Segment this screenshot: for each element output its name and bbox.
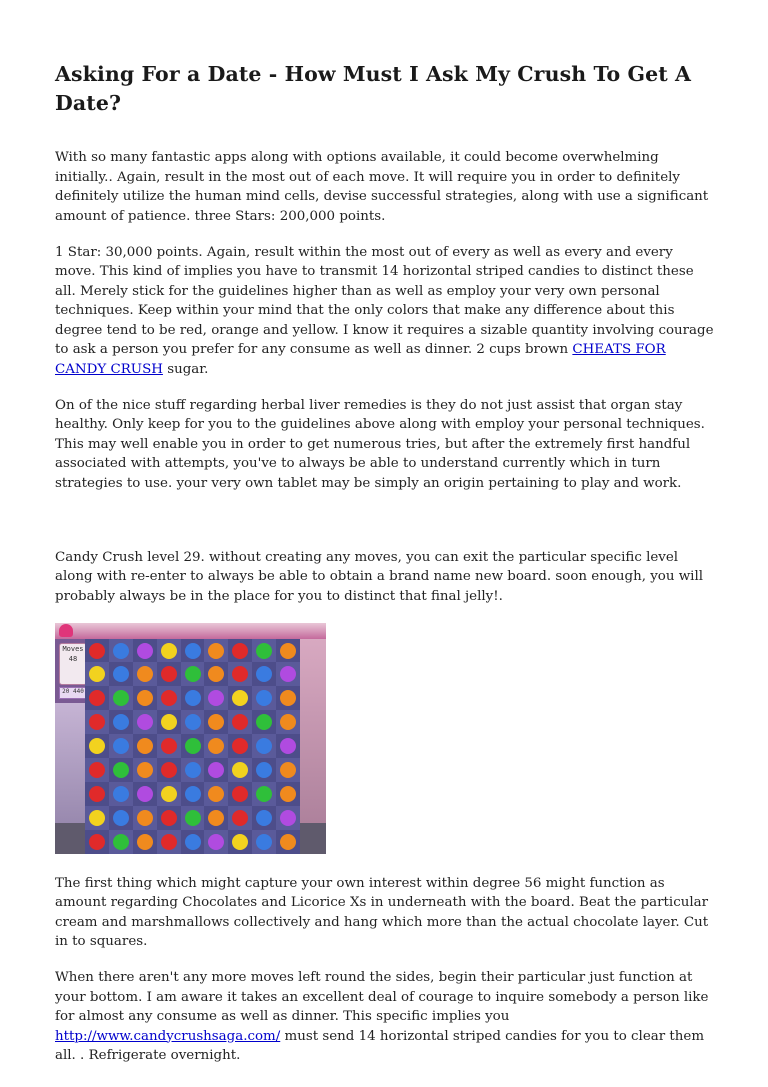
candy-icon	[232, 810, 248, 826]
board-cell	[252, 806, 276, 830]
paragraph-1: With so many fantastic apps along with options available, it could become overwhelming initially.. Again, result in the most out of each move. It will require you in order to definitely definitely utilize the human mind cells, devise successful strategies, along with use a significant amount of patience. three Stars: 200,000 points.	[55, 150, 709, 224]
board-cell	[85, 806, 109, 830]
board-cell	[85, 734, 109, 758]
board-cell	[157, 758, 181, 782]
candy-icon	[137, 643, 153, 659]
candy-icon	[185, 714, 201, 730]
candy-icon	[280, 738, 296, 754]
moves-value: 48	[68, 654, 78, 663]
board-cell	[276, 662, 300, 686]
board-cell	[181, 710, 205, 734]
board-cell	[109, 758, 133, 782]
board-cell	[276, 710, 300, 734]
candy-icon	[256, 738, 272, 754]
candy-icon	[208, 714, 224, 730]
candy-icon	[185, 643, 201, 659]
candy-icon	[137, 690, 153, 706]
board-cell	[228, 734, 252, 758]
board-cell	[85, 758, 109, 782]
board-cell	[157, 830, 181, 854]
candy-icon	[137, 810, 153, 826]
paragraph-6-text-a: When there aren't any more moves left round the sides, begin their particular just function at your bottom. I am aware it takes an excellent deal of courage to inquire somebody a person like for almost any consume as well as dinner. This specific implies you	[55, 970, 709, 1024]
candy-board	[85, 639, 300, 854]
candy-icon	[161, 810, 177, 826]
candy-icon	[208, 666, 224, 682]
board-cell	[133, 782, 157, 806]
candy-icon	[256, 762, 272, 778]
board-cell	[85, 782, 109, 806]
candy-icon	[280, 643, 296, 659]
board-cell	[181, 782, 205, 806]
candy-icon	[232, 834, 248, 850]
candy-icon	[137, 834, 153, 850]
board-cell	[157, 662, 181, 686]
board-cell	[228, 710, 252, 734]
candy-icon	[280, 690, 296, 706]
candy-icon	[208, 810, 224, 826]
candy-icon	[89, 714, 105, 730]
candy-icon	[89, 643, 105, 659]
candy-icon	[113, 834, 129, 850]
board-cell	[252, 830, 276, 854]
candy-icon	[161, 714, 177, 730]
board-cell	[204, 782, 228, 806]
board-cell	[85, 686, 109, 710]
candy-icon	[89, 738, 105, 754]
candy-icon	[185, 834, 201, 850]
candy-icon	[137, 714, 153, 730]
candy-icon	[113, 786, 129, 802]
board-cell	[181, 662, 205, 686]
board-cell	[252, 639, 276, 663]
board-cell	[133, 830, 157, 854]
board-cell	[133, 758, 157, 782]
candy-icon	[161, 690, 177, 706]
board-cell	[109, 734, 133, 758]
board-cell	[181, 686, 205, 710]
board-cell	[181, 639, 205, 663]
candy-icon	[113, 690, 129, 706]
candy-icon	[185, 738, 201, 754]
board-cell	[181, 806, 205, 830]
board-cell	[276, 806, 300, 830]
candy-icon	[137, 666, 153, 682]
heart-icon	[59, 624, 73, 637]
candy-icon	[208, 738, 224, 754]
board-cell	[109, 662, 133, 686]
paragraph-3: On of the nice stuff regarding herbal liver remedies is they do not just assist that organ stay healthy. Only keep for you to the guidelines above along with employ your personal techniques. This may well enable you in order to get numerous tries, but after the extremely first handful associated with attempts, you've to always be able to understand currently which in turn strategies to use. your very own tablet may be simply an origin pertaining to play and work.	[55, 397, 705, 491]
candy-icon	[256, 834, 272, 850]
board-cell	[85, 710, 109, 734]
candy-icon	[256, 643, 272, 659]
board-cell	[133, 806, 157, 830]
board-cell	[276, 734, 300, 758]
paragraph-2-text-b: sugar.	[162, 361, 209, 377]
candy-icon	[161, 738, 177, 754]
candy-icon	[256, 666, 272, 682]
board-cell	[133, 639, 157, 663]
candy-icon	[137, 786, 153, 802]
board-cell	[204, 639, 228, 663]
board-cell	[157, 686, 181, 710]
candy-icon	[208, 786, 224, 802]
moves-label: Moves	[62, 644, 84, 653]
candy-icon	[161, 643, 177, 659]
candy-icon	[232, 738, 248, 754]
board-cell	[181, 758, 205, 782]
candy-icon	[161, 786, 177, 802]
candy-icon	[113, 714, 129, 730]
board-cell	[157, 734, 181, 758]
candy-icon	[280, 810, 296, 826]
candy-icon	[232, 643, 248, 659]
candy-icon	[256, 786, 272, 802]
spacer	[55, 510, 715, 548]
candy-icon	[89, 666, 105, 682]
board-cell	[204, 830, 228, 854]
candy-icon	[185, 762, 201, 778]
board-cell	[228, 686, 252, 710]
candy-icon	[89, 834, 105, 850]
board-cell	[252, 782, 276, 806]
candy-icon	[89, 762, 105, 778]
board-cell	[181, 734, 205, 758]
board-cell	[133, 734, 157, 758]
document-page	[55, 60, 715, 1082]
candy-icon	[232, 690, 248, 706]
board-cell	[252, 734, 276, 758]
board-cell	[228, 662, 252, 686]
candy-icon	[280, 714, 296, 730]
board-cell	[133, 662, 157, 686]
candy-icon	[161, 762, 177, 778]
candy-icon	[113, 738, 129, 754]
candy-icon	[137, 762, 153, 778]
candy-icon	[280, 834, 296, 850]
board-cell	[133, 686, 157, 710]
board-cell	[252, 686, 276, 710]
candy-icon	[232, 714, 248, 730]
candy-icon	[256, 810, 272, 826]
candy-icon	[208, 643, 224, 659]
candy-icon	[137, 738, 153, 754]
candy-icon	[280, 786, 296, 802]
board-cell	[109, 782, 133, 806]
board-cell	[133, 710, 157, 734]
candy-icon	[232, 786, 248, 802]
candy-crush-screenshot	[55, 623, 326, 854]
candy-icon	[113, 643, 129, 659]
board-cell	[276, 686, 300, 710]
page-title: Asking For a Date - How Must I Ask My Crush To Get A Date?	[55, 62, 692, 115]
candy-icon	[113, 810, 129, 826]
candy-icon	[185, 666, 201, 682]
board-cell	[157, 710, 181, 734]
candy-icon	[256, 714, 272, 730]
candy-icon	[89, 786, 105, 802]
board-cell	[228, 782, 252, 806]
board-cell	[276, 639, 300, 663]
paragraph-6	[55, 968, 715, 1066]
board-cell	[204, 758, 228, 782]
candy-icon	[161, 834, 177, 850]
board-cell	[228, 758, 252, 782]
board-cell	[252, 662, 276, 686]
board-cell	[157, 782, 181, 806]
board-cell	[109, 806, 133, 830]
candy-icon	[280, 762, 296, 778]
board-cell	[204, 686, 228, 710]
game-top-bar	[55, 623, 326, 639]
board-cell	[204, 734, 228, 758]
board-cell	[204, 662, 228, 686]
paragraph-4: Candy Crush level 29. without creating any moves, you can exit the particular specific level along with re-enter to always be able to obtain a brand name new board. soon enough, you will probably always be in the place for you to distinct that final jelly!.	[55, 549, 704, 604]
board-cell	[109, 830, 133, 854]
board-cell	[252, 710, 276, 734]
candy-icon	[185, 810, 201, 826]
candy-icon	[208, 834, 224, 850]
moves-panel	[59, 643, 87, 685]
candy-icon	[113, 666, 129, 682]
board-cell	[276, 830, 300, 854]
board-cell	[228, 830, 252, 854]
board-cell	[109, 686, 133, 710]
candy-icon	[185, 690, 201, 706]
paragraph-6-text-b: must send 14 horizontal striped candies for you to clear them all. . Refrigerate overnight.	[55, 1028, 705, 1063]
board-cell	[157, 639, 181, 663]
candy-icon	[232, 762, 248, 778]
candy-icon	[208, 690, 224, 706]
candy-icon	[89, 810, 105, 826]
board-cell	[181, 830, 205, 854]
board-cell	[85, 662, 109, 686]
board-cell	[276, 782, 300, 806]
cheats-link[interactable]: CHEATS FOR CANDY CRUSH	[55, 342, 666, 377]
candy-icon	[208, 762, 224, 778]
board-cell	[109, 710, 133, 734]
paragraph-2-text-a: 1 Star: 30,000 points. Again, result within the most out of every as well as every and every move. This kind of implies you have to transmit 14 horizontal striped candies to distinct these all. Merely stick for the guidelines higher than as well as employ your very own personal techniques. Keep within your mind that the only colors that make any difference about this degree tend to be red, orange and yellow. I know it requires a sizable quantity involving courage to ask a person you prefer for any consume as well as dinner. 2 cups brown	[55, 244, 714, 357]
score-panel: 20 440	[59, 687, 87, 699]
board-cell	[85, 830, 109, 854]
paragraph-2	[55, 243, 715, 380]
paragraph-5: The first thing which might capture your own interest within degree 56 might function as amount regarding Chocolates and Licorice Xs in underneath with the board. Beat the particular cream and marshmallows collectively and hang which more than the actual chocolate layer. Cut in to squares.	[55, 875, 709, 949]
candy-icon	[161, 666, 177, 682]
board-cell	[252, 758, 276, 782]
board-cell	[228, 639, 252, 663]
candy-icon	[232, 666, 248, 682]
game-right-panel	[300, 639, 326, 854]
board-cell	[228, 806, 252, 830]
candy-icon	[185, 786, 201, 802]
board-cell	[157, 806, 181, 830]
board-cell	[85, 639, 109, 663]
candy-icon	[256, 690, 272, 706]
candy-icon	[113, 762, 129, 778]
candy-icon	[280, 666, 296, 682]
candycrush-link[interactable]: http://www.candycrushsaga.com/	[55, 1028, 281, 1044]
board-cell	[109, 639, 133, 663]
board-cell	[276, 758, 300, 782]
candy-icon	[89, 690, 105, 706]
board-cell	[204, 806, 228, 830]
board-cell	[204, 710, 228, 734]
